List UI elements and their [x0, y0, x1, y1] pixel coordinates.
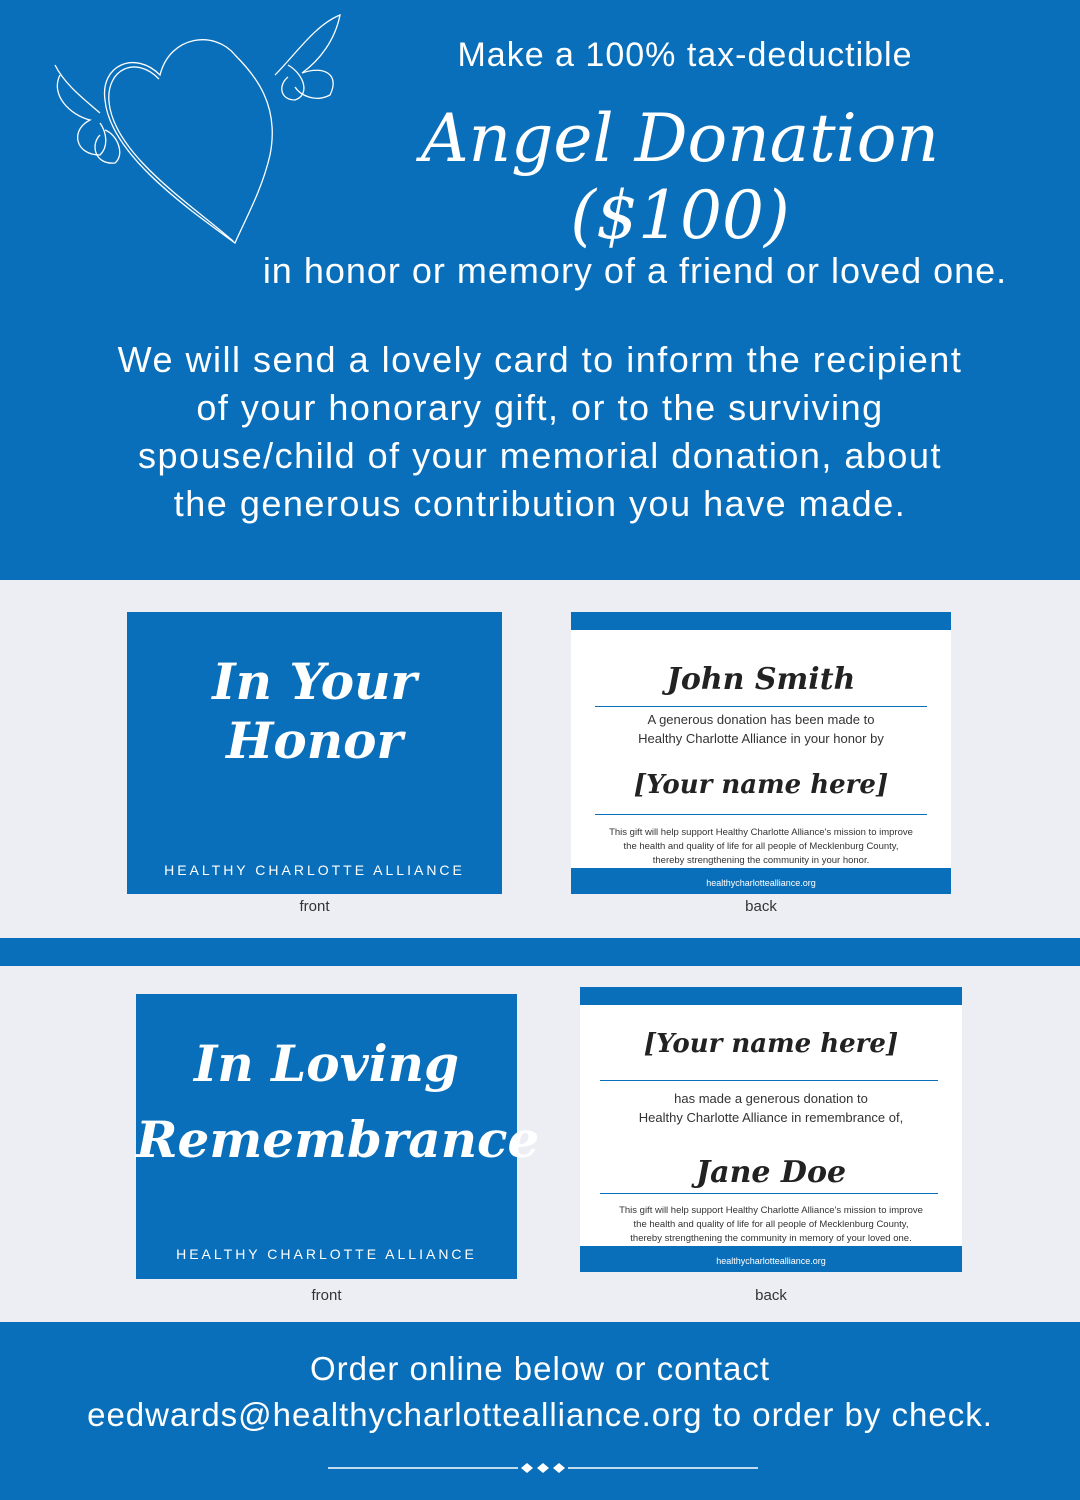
honor-memory-line: in honor or memory of a friend or loved one.	[262, 250, 1008, 291]
description-line: spouse/child of your memorial donation, about	[138, 435, 942, 476]
text-line: the health and quality of life for all people of Mecklenburg County,	[623, 841, 899, 852]
text-line: This gift will help support Healthy Charlotte Alliance's mission to improve	[609, 827, 913, 838]
text-line: has made a generous donation to	[674, 1091, 868, 1106]
text-line: Healthy Charlotte Alliance in remembrance of,	[638, 1110, 904, 1125]
text-line: A generous donation has been made to	[647, 712, 875, 727]
divider-line	[600, 1080, 938, 1081]
memorial-front-title-1: In Loving	[193, 1034, 459, 1093]
footer-contact-email: eedwards@healthycharlottealliance.org to order by check.	[87, 1396, 993, 1433]
winged-heart-icon	[40, 5, 350, 250]
memorial-front-brand: HEALTHY CHARLOTTE ALLIANCE	[176, 1246, 477, 1262]
memorial-back-text	[580, 1089, 962, 1127]
text-line: thereby strengthening the community in your honor.	[652, 855, 870, 866]
memorial-front-caption: front	[311, 1287, 342, 1304]
text-line: This gift will help support Healthy Charlotte Alliance's mission to improve	[619, 1205, 923, 1216]
footer-order-line: Order online below or contact	[309, 1350, 771, 1387]
description-line: of your honorary gift, or to the surviving	[196, 387, 884, 428]
divider-line	[600, 1193, 938, 1194]
memorial-back-caption: back	[755, 1287, 787, 1304]
honor-recipient-name: John Smith	[666, 662, 856, 697]
honor-back-small-text	[581, 826, 941, 868]
divider-line	[595, 706, 927, 707]
description-paragraph	[40, 336, 1040, 528]
honor-website: healthycharlottealliance.org	[706, 878, 816, 888]
divider-line	[595, 814, 927, 815]
honor-front-brand: HEALTHY CHARLOTTE ALLIANCE	[164, 862, 465, 878]
honor-back-caption: back	[745, 898, 777, 915]
text-line: Healthy Charlotte Alliance in your honor by	[638, 731, 884, 746]
memorial-card-front	[136, 994, 540, 1279]
text-line: the health and quality of life for all people of Mecklenburg County,	[633, 1219, 909, 1230]
memorial-website: healthycharlottealliance.org	[716, 1256, 826, 1266]
intro-line: Make a 100% tax-deductible	[457, 36, 913, 74]
memorial-front-title-2: Remembrance	[136, 1110, 540, 1169]
angel-donation-title: Angel Donation ($100)	[421, 100, 939, 254]
honor-front-title: In Your Honor	[212, 652, 417, 770]
honor-sender-name: [Your name here]	[633, 770, 889, 800]
diamond-divider-icon	[328, 1460, 758, 1476]
description-line: We will send a lovely card to inform the recipient	[117, 339, 963, 380]
description-line: the generous contribution you have made.	[173, 483, 907, 524]
memorial-recipient-name: Jane Doe	[695, 1155, 847, 1190]
memorial-sender-name: [Your name here]	[643, 1029, 899, 1059]
text-line: thereby strengthening the community in memory of your loved one.	[630, 1233, 912, 1244]
honor-card-back	[571, 612, 951, 894]
honor-back-text	[571, 710, 951, 748]
honor-card-front	[127, 612, 502, 894]
memorial-back-small-text	[590, 1204, 952, 1246]
memorial-card-back	[580, 987, 962, 1272]
honor-front-caption: front	[299, 898, 330, 915]
header-section	[0, 0, 1080, 580]
